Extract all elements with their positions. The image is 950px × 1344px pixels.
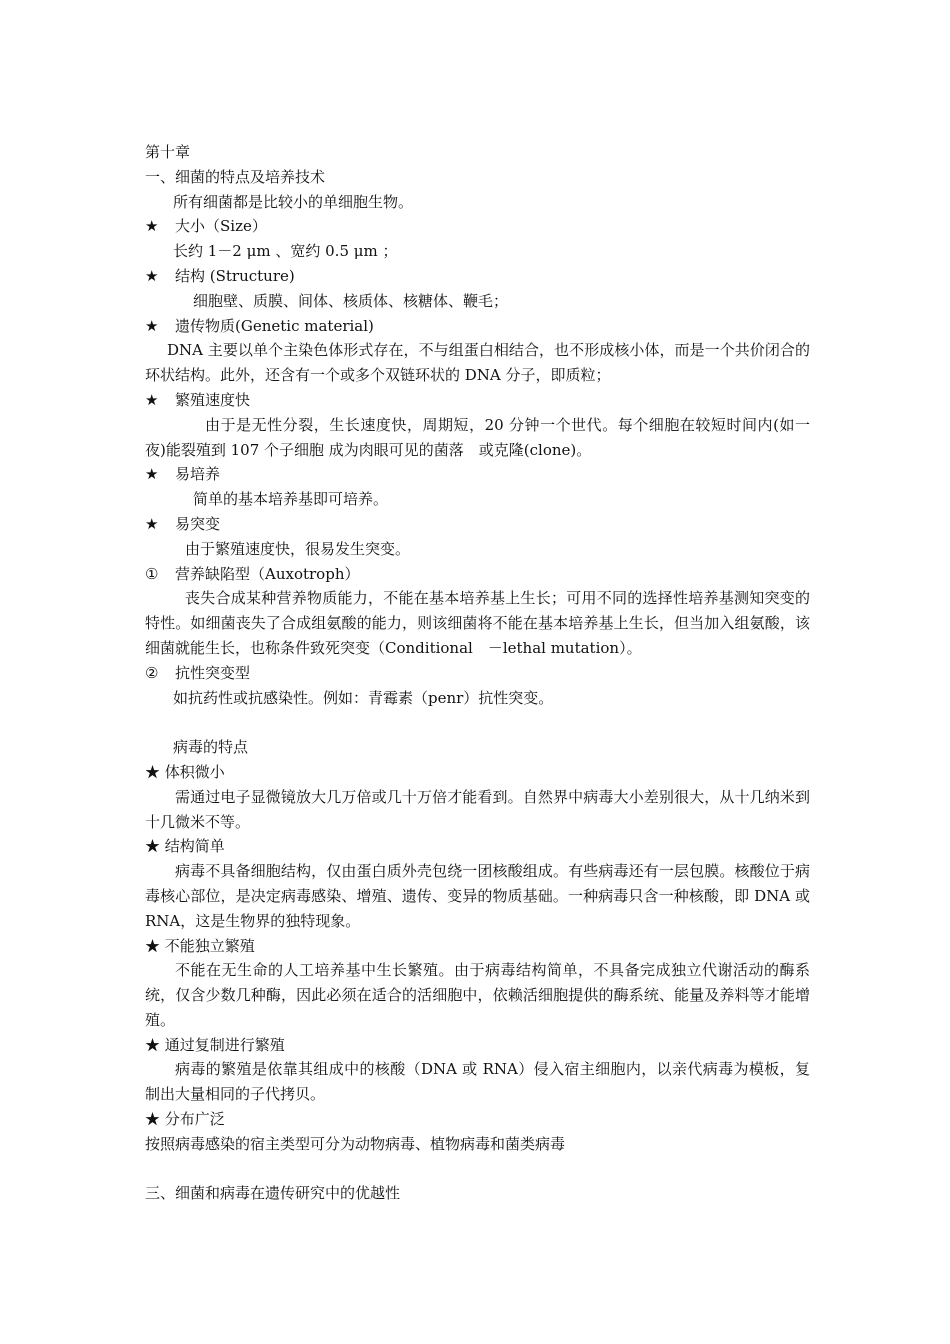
item-heading: 大小（Size） — [175, 217, 267, 236]
virus-item-heading: ★ 不能独立繁殖 — [145, 936, 255, 955]
bacteria-item-easy-mutation — [145, 512, 810, 537]
document-page — [145, 140, 815, 1206]
bacteria-item-structure — [145, 264, 810, 289]
section1-title: 一、细菌的特点及培养技术 — [145, 167, 326, 186]
bacteria-item-genetic-material — [145, 314, 810, 339]
subitem-body: 如抗药性或抗感染性。例如：青霉素（penr）抗性突变。 — [173, 688, 554, 707]
item-heading: 易培养 — [175, 465, 221, 484]
mutation-type-resistance — [145, 661, 810, 686]
virus-item-heading: ★ 通过复制进行繁殖 — [145, 1035, 285, 1054]
item-heading: 结构 (Structure) — [175, 266, 295, 285]
virus-item-body: 需通过电子显微镜放大几万倍或几十万倍才能看到。自然界中病毒大小差别很大，从十几纳米到十几微米不等。 — [145, 787, 810, 831]
star-icon: ★ — [145, 217, 159, 236]
virus-item-body: 不能在无生命的人工培养基中生长繁殖。由于病毒结构简单，不具备完成独立代谢活动的酶系统，仅含少数几种酶，因此必须在适合的活细胞中，依赖活细胞提供的酶系统、能量及养料等才能增殖。 — [145, 961, 810, 1029]
virus-item-heading: ★ 结构简单 — [145, 837, 225, 856]
item-body: 由于是无性分裂，生长速度快，周期短，20 分钟一个世代。每个细胞在较短时间内(如一夜)能裂殖到 107 个子细胞 成为肉眼可见的菌落 或克隆(clone)。 — [145, 415, 810, 459]
bacteria-item-easy-culture — [145, 462, 810, 487]
star-icon: ★ — [145, 390, 159, 409]
item-body: 长约 1－2 μm 、宽约 0.5 μm ； — [173, 242, 398, 261]
virus-item-heading: ★ 体积微小 — [145, 762, 225, 781]
virus-item-heading: ★ 分布广泛 — [145, 1110, 225, 1129]
star-icon: ★ — [145, 266, 159, 285]
subitem-heading: 抗性突变型 — [175, 663, 251, 682]
section3-title: 三、细菌和病毒在遗传研究中的优越性 — [145, 1184, 401, 1203]
circled-number-1: ① — [145, 564, 159, 583]
section2-title: 病毒的特点 — [173, 738, 249, 757]
bacteria-item-size — [145, 214, 810, 239]
item-heading: 遗传物质(Genetic material) — [175, 316, 374, 335]
item-body: 由于繁殖速度快，很易发生突变。 — [185, 539, 411, 558]
circled-number-2: ② — [145, 663, 159, 682]
spacer — [145, 710, 810, 735]
star-icon: ★ — [145, 316, 159, 335]
virus-item-body: 病毒的繁殖是依靠其组成中的核酸（DNA 或 RNA）侵入宿主细胞内，以亲代病毒为模板，复制出大量相同的子代拷贝。 — [145, 1060, 810, 1104]
subitem-heading: 营养缺陷型（Auxotroph） — [175, 564, 360, 583]
item-body: DNA 主要以单个主染色体形式存在，不与组蛋白相结合，也不形成核小体，而是一个共价闭合的环状结构。此外，还含有一个或多个双链环状的 DNA 分子，即质粒； — [145, 341, 810, 385]
chapter-title: 第十章 — [145, 143, 191, 161]
item-heading: 繁殖速度快 — [175, 390, 251, 409]
subitem-body: 丧失合成某种营养物质能力，不能在基本培养基上生长；可用不同的选择性培养基测知突变的特性。如细菌丧失了合成组氨酸的能力，则该细菌将不能在基本培养基上生长，但当加入组氨酸，该细菌就能生长，也称条件致死突变（Conditional －lethal mutation）。 — [145, 589, 810, 657]
item-body: 简单的基本培养基即可培养。 — [193, 490, 389, 509]
star-icon: ★ — [145, 514, 159, 533]
item-heading: 易突变 — [175, 514, 221, 533]
mutation-type-auxotroph — [145, 562, 810, 587]
virus-item-body: 按照病毒感染的宿主类型可分为动物病毒、植物病毒和菌类病毒 — [145, 1134, 566, 1153]
section1-intro: 所有细菌都是比较小的单细胞生物。 — [173, 192, 414, 211]
virus-item-body: 病毒不具备细胞结构，仅由蛋白质外壳包绕一团核酸组成。有些病毒还有一层包膜。核酸位于病毒核心部位，是决定病毒感染、增殖、遗传、变异的物质基础。一种病毒只含一种核酸，即 DNA 或 RNA，这是生物界的独特现象。 — [145, 862, 815, 930]
spacer — [145, 1157, 810, 1182]
star-icon: ★ — [145, 465, 159, 484]
item-body: 细胞壁、质膜、间体、核质体、核糖体、鞭毛； — [193, 291, 509, 310]
bacteria-item-fast-reproduction — [145, 388, 810, 413]
